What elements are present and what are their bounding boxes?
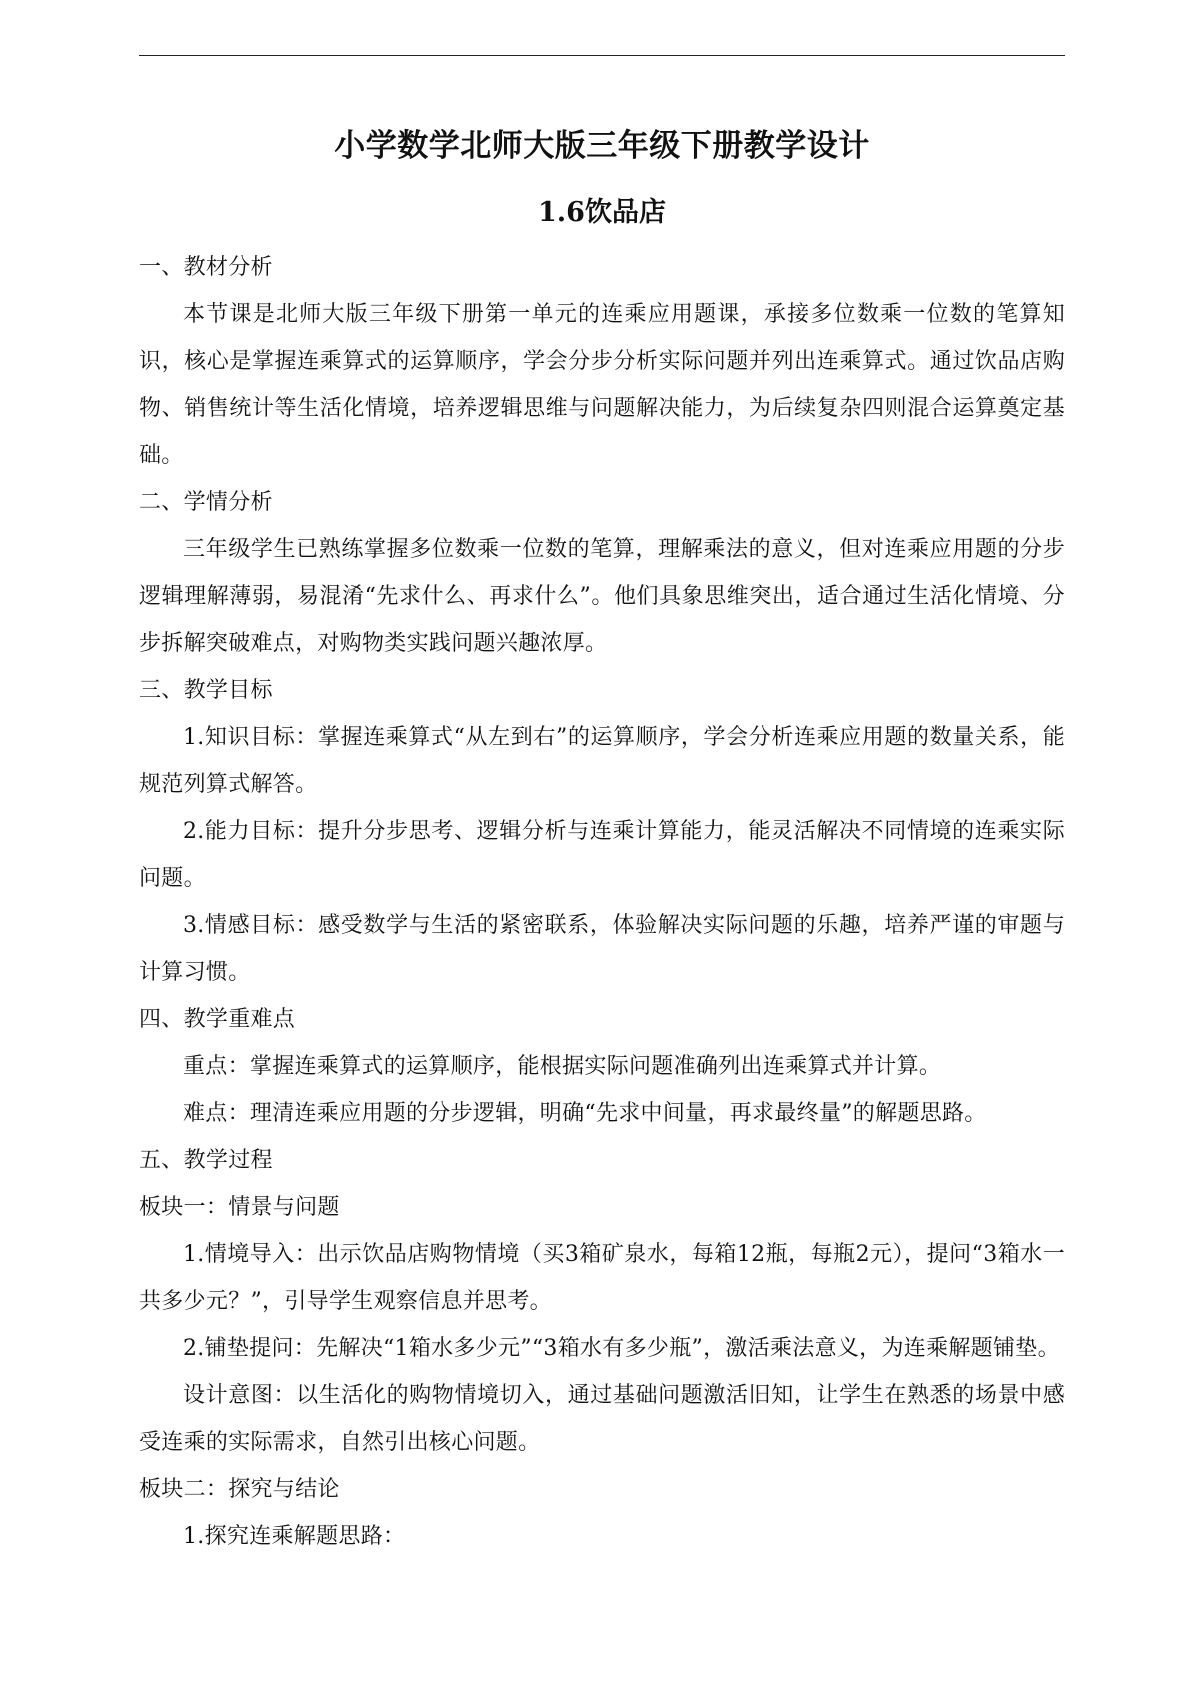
- section-heading-key-points: 四、教学重难点: [139, 1007, 296, 1032]
- paragraph: 重点：掌握连乘算式的运算顺序，能根据实际问题准确列出连乘算式并计算。: [183, 1054, 942, 1079]
- document-body: [139, 110, 1065, 1560]
- block-heading-exploration: 板块二：探究与结论: [139, 1477, 340, 1502]
- paragraph: 3.情感目标：感受数学与生活的紧密联系，体验解决实际问题的乐趣，培养严谨的审题与计算习惯。: [139, 913, 1065, 985]
- paragraph: 难点：理清连乘应用题的分步逻辑，明确“先求中间量，再求最终量”的解题思路。: [183, 1101, 987, 1126]
- lesson-title: 1.6饮品店: [538, 197, 666, 228]
- paragraph: 设计意图：以生活化的购物情境切入，通过基础问题激活旧知，让学生在熟悉的场景中感受连乘的实际需求，自然引出核心问题。: [139, 1383, 1065, 1455]
- paragraph: 本节课是北师大版三年级下册第一单元的连乘应用题课，承接多位数乘一位数的笔算知识，核心是掌握连乘算式的运算顺序，学会分步分析实际问题并列出连乘算式。通过饮品店购物、销售统计等生活化情境，培养逻辑思维与问题解决能力，为后续复杂四则混合运算奠定基础。: [139, 302, 1065, 468]
- paragraph: 2.铺垫提问：先解决“1箱水多少元”“3箱水有多少瓶”，激活乘法意义，为连乘解题铺垫。: [183, 1336, 1060, 1361]
- section-heading-teaching-process: 五、教学过程: [139, 1148, 273, 1173]
- paragraph: 2.能力目标：提升分步思考、逻辑分析与连乘计算能力，能灵活解决不同情境的连乘实际问题。: [139, 819, 1065, 891]
- paragraph: 三年级学生已熟练掌握多位数乘一位数的笔算，理解乘法的意义，但对连乘应用题的分步逻辑理解薄弱，易混淆“先求什么、再求什么”。他们具象思维突出，适合通过生活化情境、分步拆解突破难点，对购物类实践问题兴趣浓厚。: [139, 537, 1065, 656]
- paragraph: 1.情境导入：出示饮品店购物情境（买3箱矿泉水，每箱12瓶，每瓶2元），提问“3箱水一共多少元？”，引导学生观察信息并思考。: [139, 1242, 1065, 1314]
- paragraph: 1.探究连乘解题思路：: [183, 1524, 406, 1549]
- header-rule: [139, 55, 1065, 56]
- block-heading-scenario: 板块一：情景与问题: [139, 1195, 340, 1220]
- section-heading-student-analysis: 二、学情分析: [139, 490, 273, 515]
- section-heading-teaching-goals: 三、教学目标: [139, 678, 273, 703]
- section-heading-textbook-analysis: 一、教材分析: [139, 255, 273, 280]
- document-title: 小学数学北师大版三年级下册教学设计: [334, 128, 870, 164]
- paragraph: 1.知识目标：掌握连乘算式“从左到右”的运算顺序，学会分析连乘应用题的数量关系，能规范列算式解答。: [139, 725, 1065, 797]
